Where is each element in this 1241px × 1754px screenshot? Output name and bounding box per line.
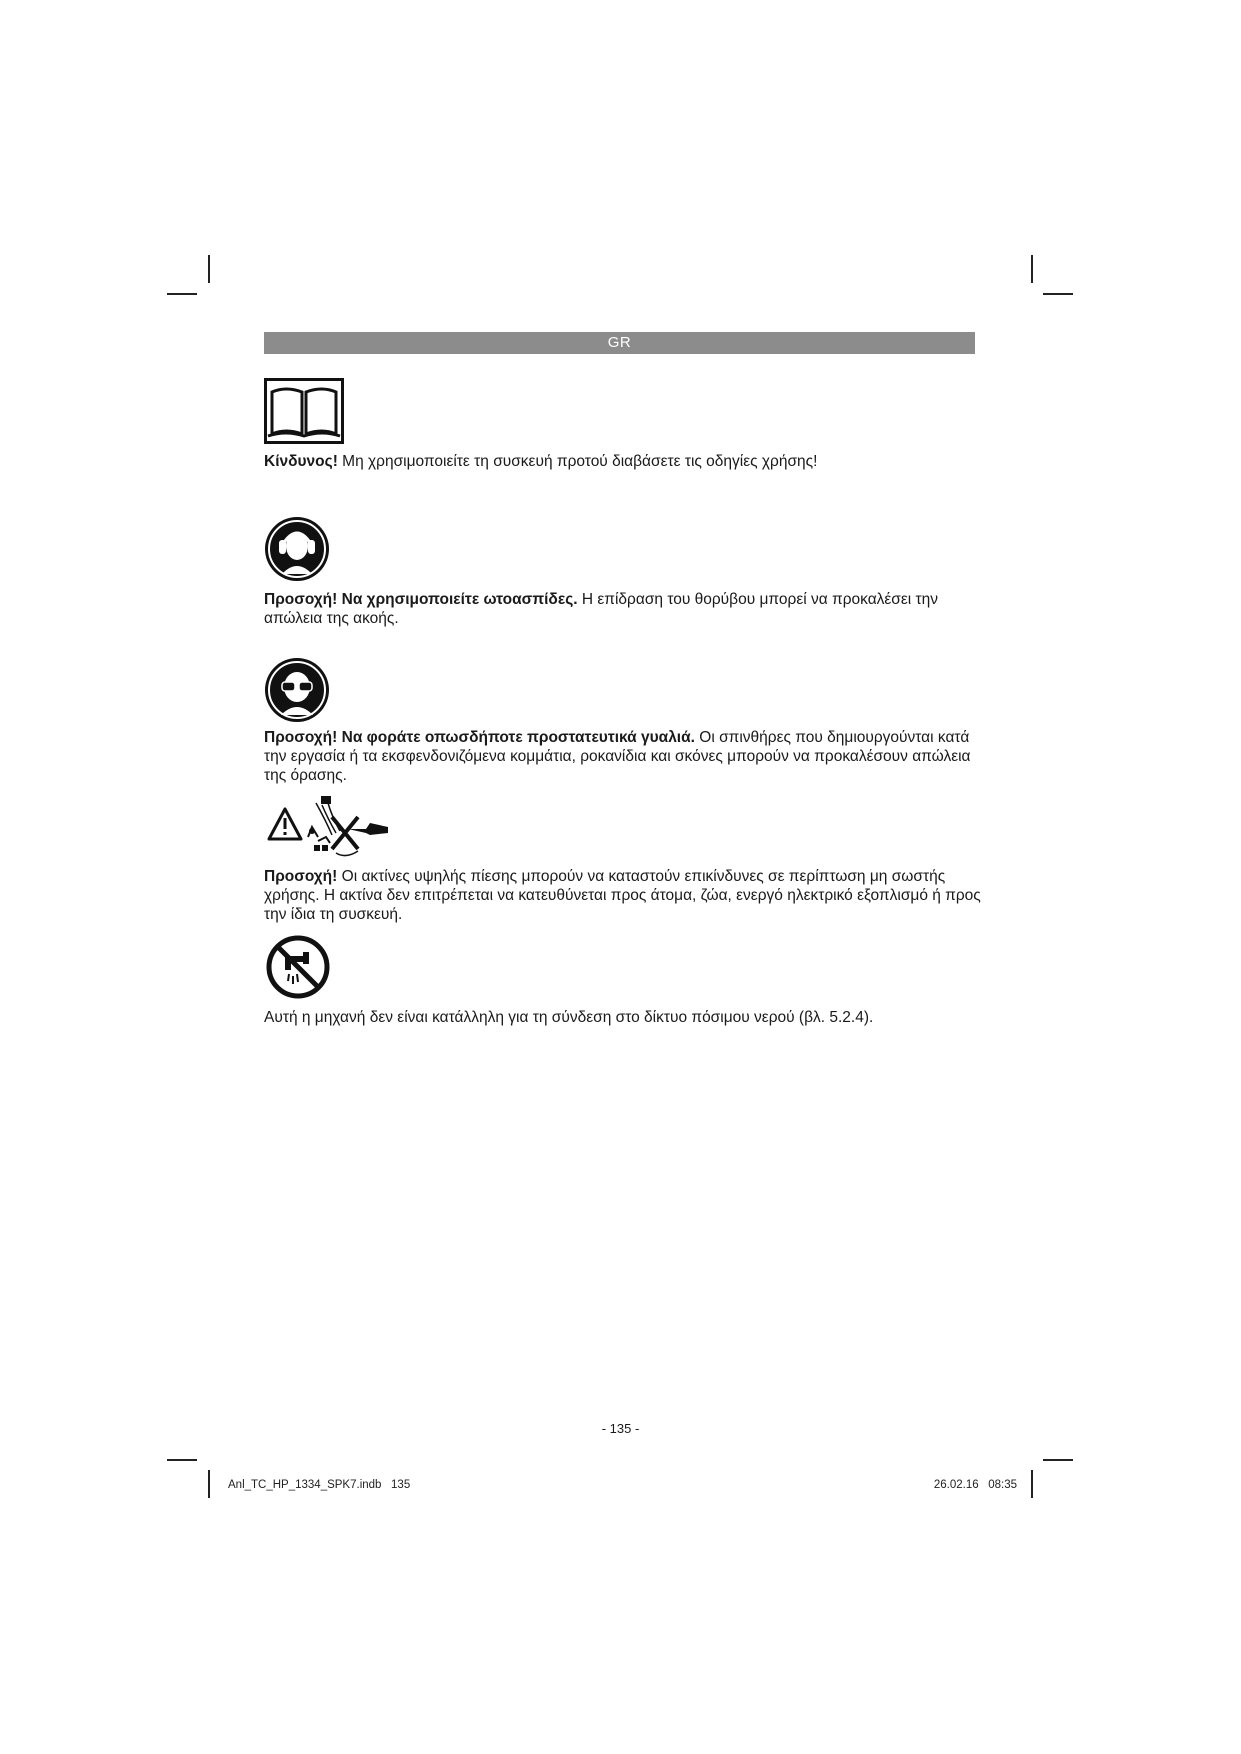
page-number: - 135 - [601,1421,640,1436]
no-drinking-water-connection-icon [265,934,331,1000]
language-header: GR [264,332,975,354]
eye-protection-icon [264,657,330,723]
crop-mark [167,1459,197,1461]
crop-mark [1043,293,1073,295]
eye-protection-text [264,728,984,785]
ear-protection-text [264,590,984,628]
high-pressure-jet-warning-icon [266,793,390,859]
eye-protection-label: Προσοχή! Να φοράτε οπωσδήποτε προστατευτικά γυαλιά. [264,729,695,746]
ear-protection-body: Η επίδραση του θορύβου μπορεί να προκαλέσει την απώλεια της ακοής. [264,591,939,627]
high-pressure-label: Προσοχή! [264,868,338,885]
manual-book-icon [264,378,344,444]
crop-mark [208,255,210,283]
drinking-water-body: Αυτή η μηχανή δεν είναι κατάλληλη για τη σύνδεση στο δίκτυο πόσιμου νερού (βλ. 5.2.4). [264,1009,874,1026]
danger-text: Μη χρησιμοποιείτε τη συσκευή προτού διαβάσετε τις οδηγίες χρήσης! [337,453,818,470]
high-pressure-body: Οι ακτίνες υψηλής πίεσης μπορούν να καταστούν επικίνδυνες σε περίπτωση μη σωστής χρήσης. Η ακτίνα δεν επιτρέπεται να κατευθύνεται προς άτομα, ζώα, ενεργό ηλεκτρικό εξοπλισμό ή προς την ίδια τη συσκευή. [264,868,981,923]
crop-mark [1031,255,1033,283]
crop-mark [208,1470,210,1498]
danger-label: Κίνδυνος! [264,453,338,470]
crop-mark [1043,1459,1073,1461]
drinking-water-text [264,1008,984,1027]
high-pressure-text [264,867,984,924]
crop-mark [1031,1470,1033,1498]
file-slug: Anl_TC_HP_1334_SPK7.indb 135 [228,1479,411,1491]
ear-protection-icon [264,516,330,582]
ear-protection-label: Προσοχή! Να χρησιμοποιείτε ωτοασπίδες. [264,591,578,608]
eye-protection-body: Οι σπινθήρες που δημιουργούνται κατά την εργασία ή τα εκσφενδονιζόμενα κομμάτια, ροκανίδια και σκόνες μπορούν να προκαλέσουν απώλεια της όρασης. [264,729,971,784]
crop-mark [167,293,197,295]
date-slug: 26.02.16 08:35 [933,1479,1017,1491]
danger-read-manual-text [264,452,984,471]
